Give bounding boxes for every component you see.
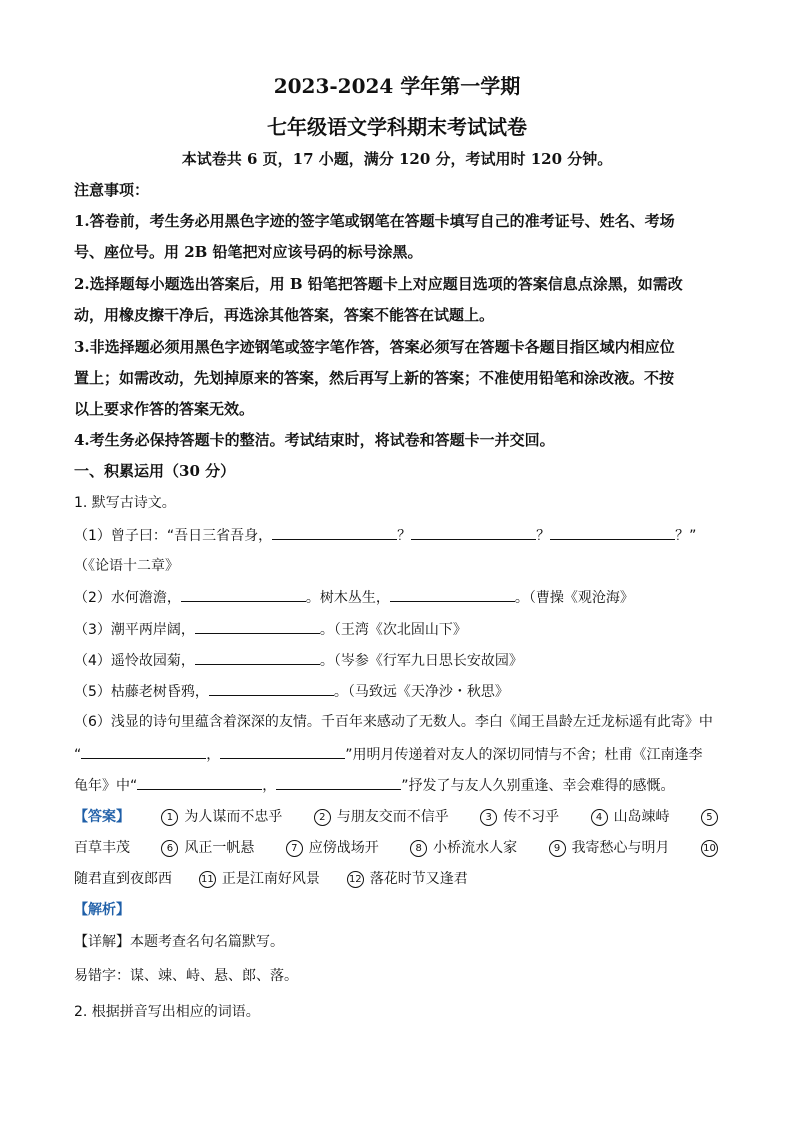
exam-title: 七年级语文学科期末考试试卷 xyxy=(267,115,527,139)
poem-text: ？” xyxy=(675,528,697,544)
poem-item-3 xyxy=(74,619,724,640)
answer-item xyxy=(701,807,724,827)
notice-line: 4.考生务必保持答题卡的整洁。考试结束时，将试卷和答题卡一并交回。 xyxy=(74,431,555,449)
answer-item xyxy=(591,807,670,827)
poem-text: ？ xyxy=(397,528,412,544)
poem-item-6-line2 xyxy=(74,744,724,765)
poem-source: （《论语十二章》 xyxy=(74,558,179,574)
answer-blank xyxy=(276,775,401,790)
answer-item xyxy=(549,838,670,858)
poem-text: 。（岑参《行军九日思长安故园》 xyxy=(319,653,523,669)
poem-text: “ xyxy=(74,747,82,763)
answer-text: 随君直到夜郎西 xyxy=(74,871,172,887)
answer-number: 11 xyxy=(199,871,216,888)
poem-text: 。树木丛生， xyxy=(305,590,390,606)
answer-item xyxy=(286,838,379,858)
answer-number: 5 xyxy=(701,809,718,826)
answer-item xyxy=(161,807,282,827)
answer-item xyxy=(161,838,254,858)
poem-text: （1）曾子曰：“吾日三省吾身， xyxy=(74,528,273,544)
poem-item-5 xyxy=(74,681,724,702)
answer-text: 我寄愁心与明月 xyxy=(571,840,670,856)
poem-text: ， xyxy=(206,747,221,763)
answer-number: 9 xyxy=(549,840,566,857)
section-heading: 一、积累运用（30 分） xyxy=(74,462,236,480)
poem-text: 。（王湾《次北固山下》 xyxy=(319,622,467,638)
poem-item-6: （6）浅显的诗句里蕴含着深深的友情。千百年来感动了无数人。李白《闻王昌龄左迁龙标遥有此寄》中 xyxy=(74,714,713,730)
poem-text: （4）遥怜故园菊， xyxy=(74,653,195,669)
poem-text: 。（马致远《天净沙・秋思》 xyxy=(333,684,509,700)
answer-item xyxy=(314,807,449,827)
answer-row-3 xyxy=(74,869,724,889)
poem-text: ”抒发了与友人久别重逢、幸会难得的感慨。 xyxy=(401,778,675,794)
answer-tag: 【答案】 xyxy=(74,809,130,825)
answer-number: 2 xyxy=(314,809,331,826)
answer-number: 3 xyxy=(480,809,497,826)
notice-line: 3.非选择题必须用黑色字迹钢笔或签字笔作答，答案必须写在答题卡各题目指区域内相应位 xyxy=(74,338,675,356)
answer-text: 应傍战场开 xyxy=(308,840,379,856)
poem-item-4 xyxy=(74,650,724,671)
poem-text: 。（曹操《观沧海》 xyxy=(514,590,634,606)
notice-line: 2.选择题每小题选出答案后，用 B 铅笔把答题卡上对应题目选项的答案信息点涂黑，如需改 xyxy=(74,275,683,293)
poem-text: ”用明月传递着对友人的深切同情与不舍；杜甫《江南逢李 xyxy=(345,747,703,763)
answer-number: 1 xyxy=(161,809,178,826)
answer-blank xyxy=(195,619,320,634)
notice-heading: 注意事项： xyxy=(74,181,150,199)
exam-year-title: 2023-2024 学年第一学期 xyxy=(273,74,521,98)
answer-text: 为人谋而不忠乎 xyxy=(184,809,283,825)
answer-blank xyxy=(81,744,206,759)
answer-item xyxy=(701,838,724,858)
answer-blank xyxy=(411,525,536,540)
analysis-errors: 易错字：谋、竦、峙、悬、郎、落。 xyxy=(74,968,298,984)
answer-number: 12 xyxy=(347,871,364,888)
answer-blank xyxy=(195,650,320,665)
notice-line: 号、座位号。用 2B 铅笔把对应该号码的标号涂黑。 xyxy=(74,243,423,261)
answer-row-1 xyxy=(74,807,724,827)
answer-text: 传不习乎 xyxy=(503,809,560,825)
notice-line: 1.答卷前，考生务必用黑色字迹的签字笔或钢笔在答题卡填写自己的准考证号、姓名、考场 xyxy=(74,212,675,230)
answer-blank xyxy=(209,681,334,696)
poem-text: （2）水何澹澹， xyxy=(74,590,181,606)
exam-info: 本试卷共 6 页，17 小题，满分 120 分，考试用时 120 分钟。 xyxy=(181,150,613,168)
answer-text: 风正一帆悬 xyxy=(184,840,255,856)
answer-text: 小桥流水人家 xyxy=(433,840,518,856)
poem-text: （3）潮平两岸阔， xyxy=(74,622,195,638)
answer-blank xyxy=(220,744,345,759)
notice-line: 置上；如需改动，先划掉原来的答案，然后再写上新的答案；不准使用铅笔和涂改液。不按 xyxy=(74,369,675,387)
notice-line: 以上要求作答的答案无效。 xyxy=(74,400,255,418)
answer-text: 正是江南好风景 xyxy=(221,871,320,887)
question-stem: 2. 根据拼音写出相应的词语。 xyxy=(74,1004,260,1020)
answer-number: 7 xyxy=(286,840,303,857)
poem-text: ？ xyxy=(536,528,551,544)
answer-blank xyxy=(137,775,262,790)
analysis-tag xyxy=(74,900,724,920)
answer-number: 8 xyxy=(410,840,427,857)
poem-text: （5）枯藤老树昏鸦， xyxy=(74,684,209,700)
poem-text: ， xyxy=(262,778,277,794)
poem-text: 龟年》中“ xyxy=(74,778,138,794)
analysis-label: 【解析】 xyxy=(74,902,130,918)
answer-blank xyxy=(181,587,306,602)
answer-text: 落花时节又逢君 xyxy=(369,871,468,887)
detail-text: 本题考查名句名篇默写。 xyxy=(130,934,284,950)
answer-number: 6 xyxy=(161,840,178,857)
answer-item xyxy=(410,838,517,858)
analysis-detail xyxy=(74,932,724,952)
answer-row-2 xyxy=(74,838,724,858)
poem-item-2 xyxy=(74,587,724,608)
answer-text: 百草丰茂 xyxy=(74,840,130,856)
notice-line: 动，用橡皮擦干净后，再选涂其他答案，答案不能答在试题上。 xyxy=(74,306,495,324)
answer-number: 10 xyxy=(701,840,718,857)
answer-blank xyxy=(272,525,397,540)
answer-item xyxy=(480,807,559,827)
poem-item-6-line3 xyxy=(74,775,724,796)
answer-text: 与朋友交而不信乎 xyxy=(336,809,449,825)
answer-text: 山岛竦峙 xyxy=(613,809,670,825)
question-stem: 1. 默写古诗文。 xyxy=(74,495,176,511)
poem-item-1 xyxy=(74,525,724,546)
answer-blank xyxy=(390,587,515,602)
answer-number: 4 xyxy=(591,809,608,826)
answer-blank xyxy=(550,525,675,540)
detail-label: 【详解】 xyxy=(74,934,130,950)
